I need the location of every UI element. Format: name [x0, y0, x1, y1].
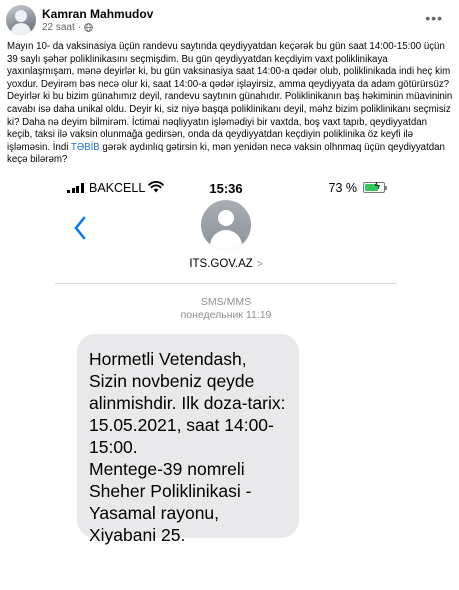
author-name[interactable]: Kamran Mahmudov	[42, 7, 154, 21]
sms-screenshot	[55, 178, 397, 588]
message-bubble[interactable]	[77, 334, 299, 545]
contact-name-row[interactable]	[55, 258, 397, 270]
charging-bolt-icon: ϟ	[374, 181, 380, 192]
contact-name: ITS.GOV.AZ	[189, 258, 253, 270]
tagged-page-link[interactable]: TƏBİB	[70, 141, 100, 153]
post-text-main: Mayın 10- da vaksinasiya üçün randevu saytında qeydiyyatdan keçərək bu gün saat 14:00-15:00 üçün 39 saylı şəhər poliklinikasını seçmişdim. Bu gün qeydiyyatdan keçdiyim vaxt poliklinikaya yaxınlaşmışam, mənə deyirlər ki, bu gün vaksinasiya saat 14:00-a qədər olub, poliklinikada indi heç kim yoxdur. Deyirəm bəs necə olur ki, saat 14:00-a qədər işləyirsiz, amma qeydiyyata da adam götürürsüz? Deyirlər ki bu bizim günahımız deyil, randevu saytının günahıdır. Poliklinikanın baş həkiminin müavininin cavabı isə daha unikal oldu. Deyir ki, siz niyə başqa poliklinikanı deyil, məhz bizim poliklinikanı seçmisiz ki? Daha nə deyim bilmirəm. İctimai nəqliyyatın işləmədiyi bir vaxtda, boş vaxt tapıb, qeydiyyatdan keçib, taksi ilə vaksin olunmağa gedirsən, onda da qeydiyyatdan keçdiyin poliklinika öz keyfi ilə işləməsin. İndi	[7, 41, 453, 153]
more-options-icon[interactable]: •••	[425, 10, 443, 26]
author-avatar[interactable]	[6, 5, 36, 35]
globe-icon	[84, 23, 93, 32]
post-header	[6, 5, 453, 37]
contact-avatar-icon[interactable]	[201, 200, 251, 250]
status-time: 15:36	[209, 181, 243, 196]
carrier-name: BAKCELL	[89, 181, 146, 195]
status-bar	[55, 178, 397, 198]
chevron-right-icon: >	[256, 258, 263, 270]
message-text: Hormetli Vetendash, Sizin novbeniz qeyde alinmishdir. Ilk doza-tarix: 15.05.2021, saat 14:00-15:00. Mentege-39 nomreli Sheher Poliklinikasi - Yasamal rayonu, Xiyabani 25.	[89, 349, 286, 545]
chevron-left-icon[interactable]	[73, 216, 87, 240]
battery-percent: 73 %	[328, 181, 357, 195]
message-type-label: SMS/MMS	[200, 296, 252, 308]
post-text	[7, 41, 454, 167]
post-text-end: gərək aydınlıq gətirsin ki, mən yenidən necə vaksin olhnmaq üçün qeydiyyatdan keçə bilərəm?	[7, 141, 445, 166]
header-divider	[55, 283, 397, 284]
message-timestamp: понедельник 11:19	[180, 309, 272, 321]
post-meta: 22 saat ·	[42, 22, 93, 33]
post-time[interactable]: 22 saat	[42, 22, 75, 33]
